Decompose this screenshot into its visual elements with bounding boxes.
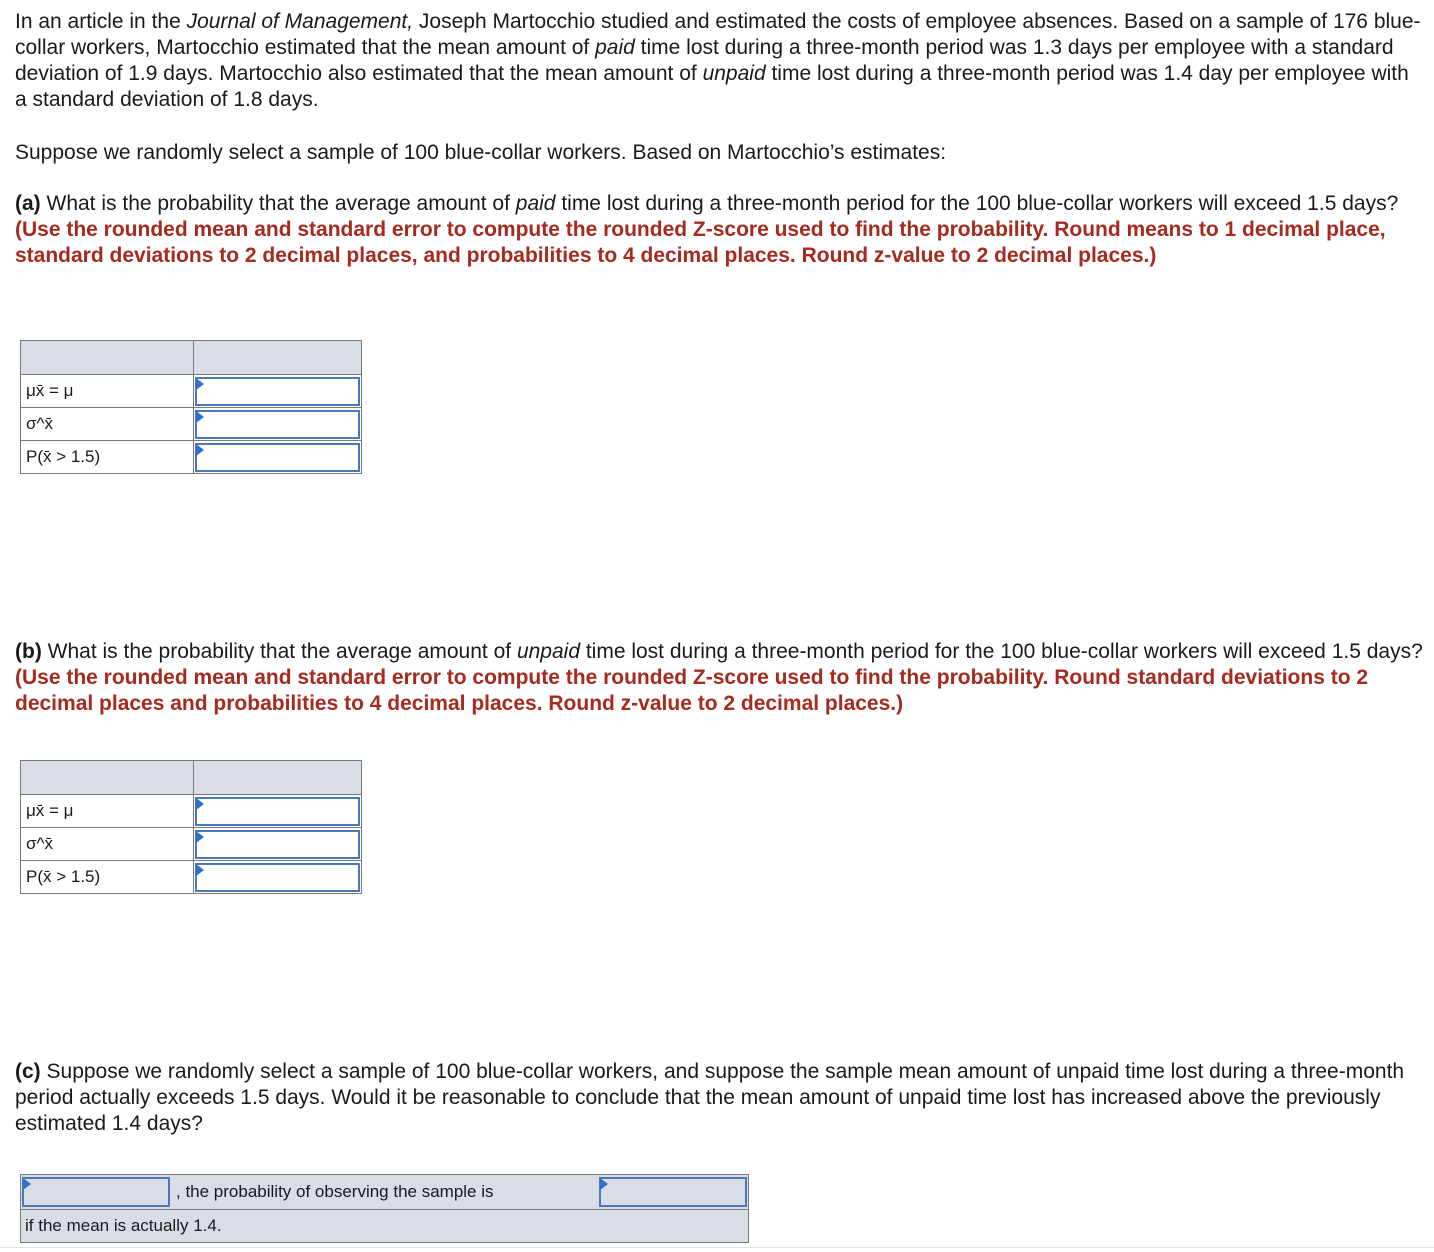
table-row xyxy=(21,375,362,408)
part-b-label: (b) xyxy=(15,640,42,663)
row-label: μx̄ = μ xyxy=(21,375,194,408)
row-label: μx̄ = μ xyxy=(21,795,194,828)
divider xyxy=(0,1247,1434,1248)
part-b-answer-table xyxy=(20,760,362,894)
part-c-row-2: if the mean is actually 1.4. xyxy=(21,1209,748,1242)
probability-input[interactable] xyxy=(195,863,360,892)
part-c-row-1 xyxy=(21,1175,748,1209)
table-row xyxy=(21,795,362,828)
row-label: P(x̄ > 1.5) xyxy=(21,441,194,474)
row-label: P(x̄ > 1.5) xyxy=(21,861,194,894)
part-c-answer-table xyxy=(20,1174,749,1243)
part-c-label: (c) xyxy=(15,1060,41,1083)
intro-paragraph: In an article in the Journal of Management, Joseph Martocchio studied and estimated the costs of employee absences. Based on a sample of 176 blue-collar workers, Martocchio estimated that the mean amount of paid time lost during a three-month period was 1.3 days per employee with a standard deviation of 1.9 days. Martocchio also estimated that the mean amount of unpaid time lost during a three-month period was 1.4 day per employee with a standard deviation of 1.8 days. xyxy=(15,10,1421,111)
part-b-instruction: (Use the rounded mean and standard error to compute the rounded Z-score used to find the probability. Round standard deviations to 2 decimal places and probabilities to 4 decimal places. Round z-value to 2 decimal places.) xyxy=(15,666,1369,715)
table-header-row xyxy=(21,341,362,375)
table-row xyxy=(21,441,362,474)
table-row xyxy=(21,828,362,861)
part-a-answer-table xyxy=(20,340,362,474)
table-row xyxy=(21,861,362,894)
probability-input[interactable] xyxy=(195,443,360,472)
table-row xyxy=(21,408,362,441)
part-a-question: (a) What is the probability that the average amount of paid time lost during a three-month period for the 100 blue-collar workers will exceed 1.5 days? (Use the rounded mean and standard error to compute the rounded Z-score used to find the probability. Round means to 1 decimal place, standard deviations to 2 decimal places, and probabilities to 4 decimal places. Round z-value to 2 decimal places.) xyxy=(15,192,1399,267)
likelihood-select[interactable] xyxy=(599,1177,747,1207)
standard-error-input[interactable] xyxy=(195,830,360,859)
journal-name: Journal of Management, xyxy=(186,10,414,33)
part-a-label: (a) xyxy=(15,192,41,215)
standard-error-input[interactable] xyxy=(195,410,360,439)
table-header-row xyxy=(21,761,362,795)
mean-input[interactable] xyxy=(195,797,360,826)
row-label: σ^x̄ xyxy=(21,408,194,441)
part-a-instruction: (Use the rounded mean and standard error to compute the rounded Z-score used to find the probability. Round means to 1 decimal place, standard deviations to 2 decimal places, and probabilities to 4 decimal places. Round z-value to 2 decimal places.) xyxy=(15,218,1386,267)
setup-paragraph: Suppose we randomly select a sample of 100 blue-collar workers. Based on Martocchio’s estimates: xyxy=(15,141,947,164)
probability-phrase: , the probability of observing the sample is xyxy=(176,1182,494,1201)
mean-input[interactable] xyxy=(195,377,360,406)
row-label: σ^x̄ xyxy=(21,828,194,861)
part-c-question: (c) Suppose we randomly select a sample of 100 blue-collar workers, and suppose the sample mean amount of unpaid time lost during a three-month period actually exceeds 1.5 days. Would it be reasonable to conclude that the mean amount of unpaid time lost has increased above the previously estimated 1.4 days? xyxy=(15,1060,1405,1135)
part-b-question: (b) What is the probability that the average amount of unpaid time lost during a three-month period for the 100 blue-collar workers will exceed 1.5 days? (Use the rounded mean and standard error to compute the rounded Z-score used to find the probability. Round standard deviations to 2 decimal places and probabilities to 4 decimal places. Round z-value to 2 decimal places.) xyxy=(15,640,1423,715)
conclusion-select[interactable] xyxy=(22,1177,170,1207)
